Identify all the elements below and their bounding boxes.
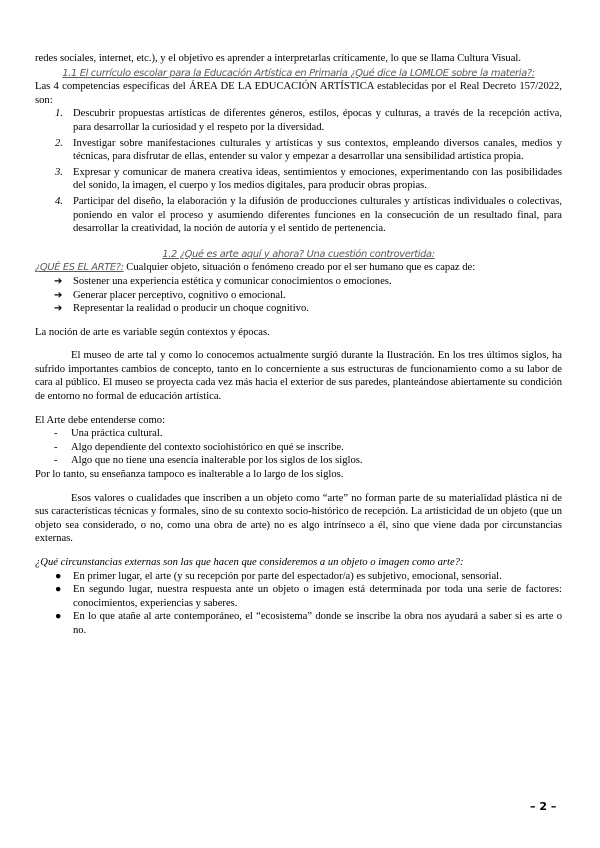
list-item-text: Expresar y comunicar de manera creativa ideas, sentimientos y emociones, experimentando con las posibilidades del sonido, la imagen, el cuerpo y los medios digitales, para producir obras propias. [73,166,562,192]
art-definition [35,261,562,275]
list-item-text: Investigar sobre manifestaciones culturales y artísticas y sus contextos, empleando diversos canales, medios y técnicas, para disfrutar de ellas, entender su valor y empezar a desarrollar una sensibilidad artística propia. [73,137,562,163]
arrow-right-icon: ➔ [54,275,63,287]
section-1-1-heading: 1.1 El currículo escolar para la Educación Artística en Primaria ¿Qué dice la LOMLOE sobre la materia?: [62,67,535,79]
museum-paragraph: El museo de arte tal y como lo conocemos actualmente surgió durante la Ilustración. En los tres últimos siglos, ha sufrido importantes cambios de concepto, tanto en lo concerniente a sus estructuras de funcionamiento como a su labor de cara al público. El museo se proyecta cada vez más hacia el exterior de sus paredes, planteándose abiertamente su condición de entorno no formal de educación artística. [35,350,562,403]
competencias-list [35,107,562,235]
bullet-icon: ● [55,611,62,623]
bullet-icon: ● [55,584,62,596]
list-item [35,570,562,584]
list-item-text: Generar placer perceptivo, cognitivo o emocional. [73,289,286,301]
list-number: 3. [55,166,63,178]
bullet-icon: ● [55,570,62,582]
list-item: - Algo dependiente del contexto sociohistórico en qué se inscribe. [54,441,344,453]
arrow-right-icon: ➔ [54,289,63,301]
bullet-list [35,570,562,638]
list-item-text: Una práctica cultural. [71,428,163,440]
list-item: - Algo que no tiene una esencia inalterable por los siglos de los siglos. [54,455,363,467]
list-item-text: En lo que atañe al arte contemporáneo, el “ecosistema” donde se inscribe la obra nos ayudará a saber si es arte o no. [73,611,562,636]
list-item: - Una práctica cultural. [54,428,163,440]
list-item-text: Participar del diseño, la elaboración y la difusión de producciones culturales y artísticas individuales o colectivas, poniendo en valor el proceso y asumiendo diferentes funciones en la consecución de un resultado final, para desarrollar la creatividad, la noción de autoría y el sentido de pertenencia. [73,195,562,235]
intro-tail-paragraph: redes sociales, internet, etc.), y el objetivo es aprender a interpretarlas críticamente, lo que se llama Cultura Visual. [35,53,521,64]
list-item [35,583,562,610]
arrow-right-icon: ➔ [54,303,63,315]
document-page [35,52,562,638]
list-item-text: Algo que no tiene una esencia inalterable por los siglos de los siglos. [71,455,363,467]
dash-list [35,427,562,468]
section-1-2-heading: 1.2 ¿Qué es arte aquí y ahora? Una cuestión controvertida: [162,248,435,260]
values-paragraph: Esos valores o cualidades que inscriben a un objeto como “arte” no forman parte de su materialidad plástica ni de sus características técnicas y formales, sino de su contexto socio-histórico de recepción. La artisticidad de un objeto (que un objeto sea considerado, o no, como una obra de arte) no es algo intrínseco a él, sino que viene dada por circunstancias externas. [35,492,562,545]
question-paragraph: ¿Qué circunstancias externas son las que hacen que consideremos a un objeto o imagen como arte?: [35,557,464,568]
competencias-intro: Las 4 competencias específicas del ÁREA DE LA EDUCACIÓN ARTÍSTICA establecidas por el Real Decreto 157/2022, son: [35,81,562,106]
list-item [35,195,562,236]
definition-text: Cualquier objeto, situación o fenómeno creado por el ser humano que es capaz de: [123,262,476,274]
list-item-text: Representar la realidad o producir un choque cognitivo. [73,303,309,315]
definition-term: ¿QUÉ ES EL ARTE?: [35,262,124,274]
list-number: 1. [55,108,63,120]
arrow-list [35,275,562,316]
list-item-text: En segundo lugar, nuestra respuesta ante un objeto o imagen está determinada por toda una serie de factores: conocimientos, experiencias y saberes. [73,584,562,609]
list-item [35,137,562,164]
notion-paragraph: La noción de arte es variable según contextos y épocas. [35,326,270,338]
list-item [35,289,562,303]
page-number: – 2 – [530,800,557,813]
list-item-text: En primer lugar, el arte (y su recepción por parte del espectador/a) es subjetivo, emocional, sensorial. [73,570,502,582]
list-item-text: Descubrir propuestas artísticas de diferentes géneros, estilos, épocas y culturas, a través de la recepción activa, para desarrollar la curiosidad y el respeto por la diversidad. [73,108,562,133]
list-item-text: Algo dependiente del contexto sociohistórico en qué se inscribe. [71,441,344,453]
list-item-text: Sostener una experiencia estética y comunicar conocimientos o emociones. [73,275,392,287]
list-item [35,275,562,289]
art-intro: El Arte debe entenderse como: [35,414,166,426]
list-item [35,610,562,637]
list-item [35,302,562,316]
list-number: 4. [55,195,63,207]
list-item [35,107,562,134]
list-number: 2. [55,137,63,149]
list-item [35,166,562,193]
conclusion-paragraph: Por lo tanto, su enseñanza tampoco es inalterable a lo largo de los siglos. [35,469,344,481]
